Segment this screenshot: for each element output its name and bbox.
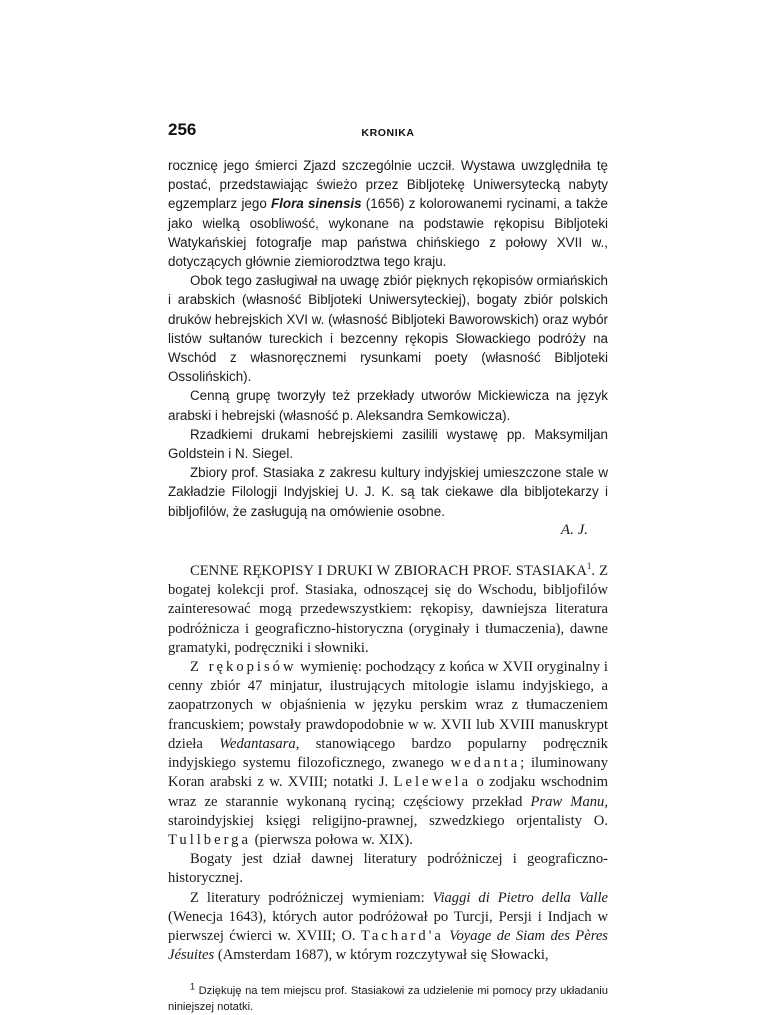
article-title: CENNE RĘKOPISY I DRUKI W ZBIORACH PROF. STASIAKA xyxy=(190,563,587,580)
paragraph: Obok tego zasługiwał na uwagę zbiór pięknych rękopisów ormiańskich i arabskich (własność Bibljoteki Uniwersyteckiej), bogaty zbiór polskich druków hebrejskich XVI w. (własność Bibljoteki Baworowskich) oraz wybór listów sułtanów tureckich i bezcenny rękopis Słowackiego podróży na Wschód z własnoręcznemi rysunkami poety (własność Bibljoteki Ossolińskich). xyxy=(168,273,608,385)
document-page xyxy=(168,120,608,1015)
page-number: 256 xyxy=(168,120,197,139)
article-paragraph: CENNE RĘKOPISY I DRUKI W ZBIORACH PROF. STASIAKA$^1$. Z bogatej kolekcji prof. Stasiaka, odnoszącej się do Wschodu, bibljofilów zainteresować mogą przedewszystkiem: rękopisy, dawniejsza literatura podróżnicza i geograficzno-historyczna (oryginały i tłumaczenia), dawne gramatyki, podręczniki i słowniki. xyxy=(168,561,608,656)
author-signature: A. J. xyxy=(560,521,588,538)
footnote-marker: 1 xyxy=(586,561,592,572)
running-title: KRONIKA xyxy=(361,127,415,139)
paragraph: Zbiory prof. Stasiaka z zakresu kultury indyjskiej umieszczone stale w Zakładzie Filologji Indyjskiej U. J. K. są tak ciekawe dla bibljotekarzy i bibljofilów, że zasługują na omówienie osobne. xyxy=(168,465,608,519)
page-header xyxy=(168,120,608,144)
article-paragraph: Z literatury podróżniczej wymieniam: Viaggi di Pietro della Valle (Wenecja 1643), których autor podróżował po Turcji, Persji i Indjach w pierwszej ćwierci w. XVIII; O. Tachard'a Voyage de Siam des Pères Jésuites (Amsterdam 1687), w którym rozczytywał się Słowacki, xyxy=(168,889,609,964)
paragraph: Cenną grupę tworzyły też przekłady utworów Mickiewicza na język arabski i hebrejski (własność p. Aleksandra Semkowicza). xyxy=(168,388,608,423)
paragraph: Rzadkiemi drukami hebrejskiemi zasilili wystawę pp. Maksymiljan Goldstein i N. Siegel. xyxy=(168,426,608,462)
footnote: $^1$ Dziękuję na tem miejscu prof. Stasiakowi za udzielenie mi pomocy przy układaniu niniejszej notatki. xyxy=(168,981,608,1014)
footnote-number: 1 xyxy=(190,981,196,992)
paragraph: rocznicę jego śmierci Zjazd szczególnie uczcił. Wystawa uwzględniła tę postać, przedstawiając świeżo przez Bibljotekę Uniwersytecką nabyty egzemplarz jego Flora sinensis (1656) z kolorowanemi rycinami, a także jako wielką osobliwość, wykonane na podstawie rękopisu Bibljoteki Watykańskiej fotografje map państwa chińskiego z połowy XVII w., dotyczących głównie ziemiorodztwa tego kraju. xyxy=(168,158,608,270)
article-paragraph: Bogaty jest dział dawnej literatury podróżniczej i geograficzno-historycznej. xyxy=(168,851,608,887)
article-paragraph: Z rękopisów wymienię: pochodzący z końca w XVII oryginalny i cenny zbiór 47 minjatur, ilustrujących mitologie islamu indyjskiego, a zaopatrzonych w objaśnienia w języku perskim wraz z tłumaczeniem francuskiem; powstały prawdopodobnie w w. XVII lub XVIII manuskrypt dzieła Wedantasara, stanowiącego bardzo popularny podręcznik indyjskiego systemu filozoficznego, zwanego wedanta; iluminowany Koran arabski z w. XVIII; notatki J. Lelewela o zodjaku wschodnim wraz ze starannie wykonaną ryciną; częściowy przekład Praw Manu, staroindyjskiej księgi religijno-prawnej, szwedzkiego orjentalisty O. Tullberga (pierwsza połowa w. XIX). xyxy=(168,659,608,848)
book-title: Flora sinensis xyxy=(271,196,362,212)
